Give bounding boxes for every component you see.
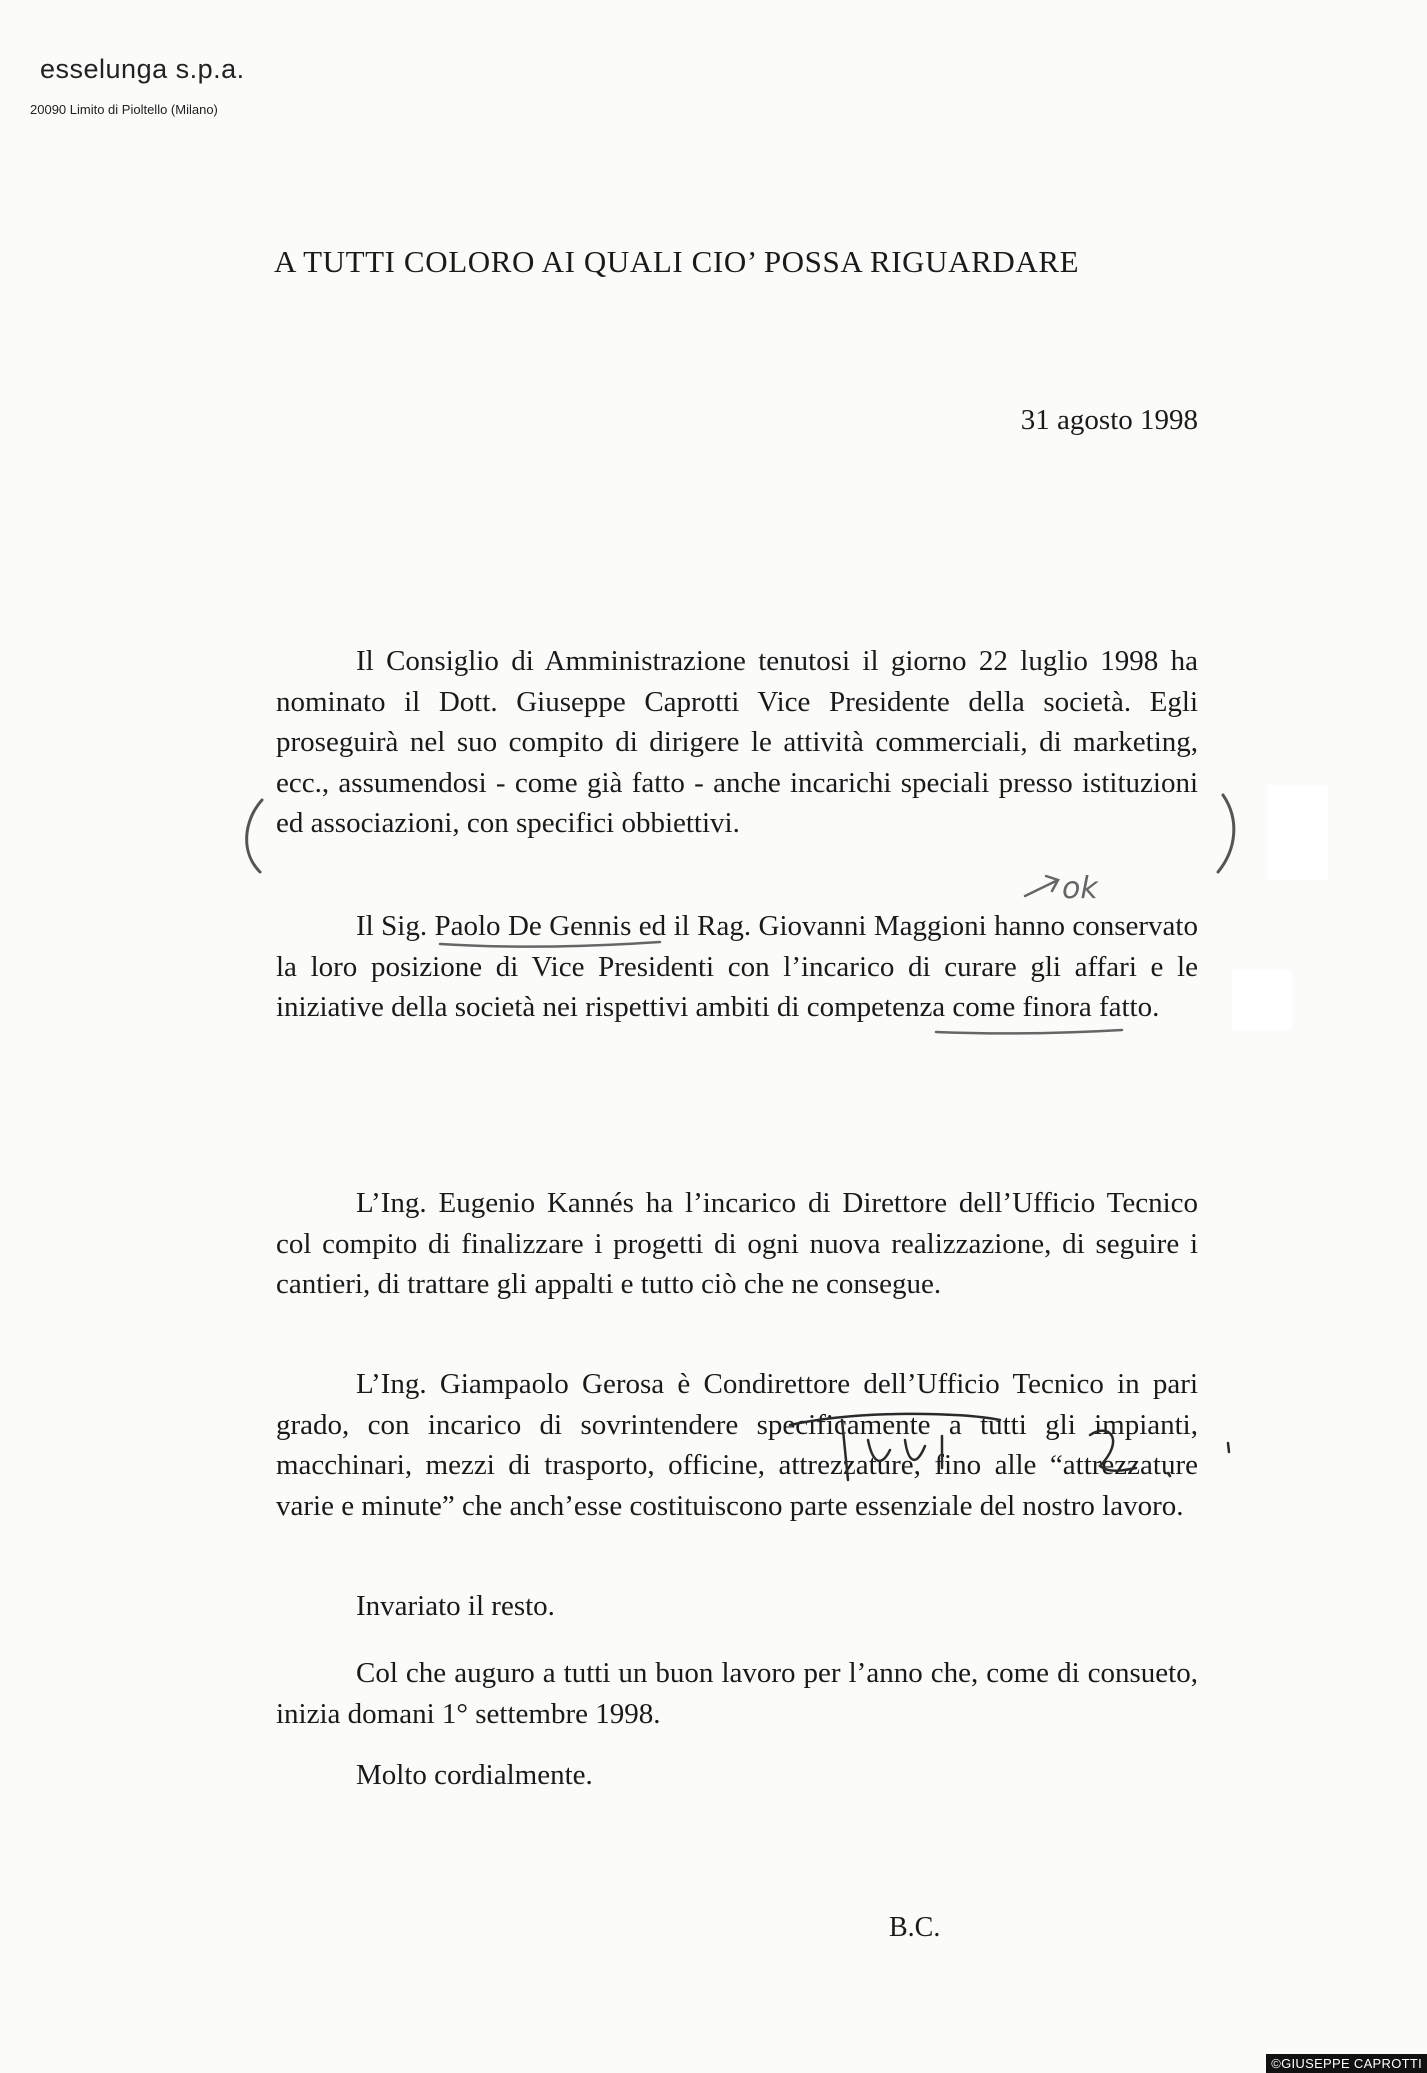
letterhead-address: 20090 Limito di Pioltello (Milano) [30,102,218,117]
underline-phrase-mark [936,1030,1122,1033]
right-bracket-mark [1218,795,1234,872]
signature-initials: B.C. [889,1912,941,1943]
handwritten-ok-note: ok [1062,871,1098,906]
paragraph-technical-director: L’Ing. Eugenio Kannés ha l’incarico di Direttore dell’Ufficio Tecnico col compito di finalizzare i progetti di ogni nuova realizzazione, di seguire i cantieri, di trattare gli appalti e tutto ciò che ne consegue. [276,1187,1198,1300]
paragraph-technical-codirector: L’Ing. Giampaolo Gerosa è Condirettore dell’Ufficio Tecnico in pari grado, con incarico di sovrintendere specificamente a tutti gli impianti, macchinari, mezzi di trasporto, officine, attrezzature, fino alle “attrezzature varie e minute” che anch’esse costituiscono parte essenziale del nostro lavoro. [276,1368,1198,1522]
paragraph-vice-presidents: Il Sig. Paolo De Gennis ed il Rag. Giovanni Maggioni hanno conservato la loro posizione di Vice Presidenti con l’incarico di curare gli affari e le iniziative della società nei rispettivi ambiti di competenza come finora fatto. [276,910,1198,1023]
letter-date: 31 agosto 1998 [1020,404,1198,436]
paragraph-good-wishes: Col che auguro a tutti un buon lavoro per l’anno che, come di consueto, inizia domani 1° settembre 1998. [276,1657,1198,1730]
letter-heading: A TUTTI COLORO AI QUALI CIO’ POSSA RIGUARDARE [274,244,1080,279]
paragraph-closing: Molto cordialmente. [356,1759,593,1791]
margin-erasure-mark [1268,785,1328,880]
ok-arrow-mark [1025,876,1058,896]
margin-erasure-mark [1232,970,1292,1030]
letterhead-company: esselunga s.p.a. [40,54,245,84]
copyright-watermark: ©GIUSEPPE CAPROTTI [1266,2054,1427,2073]
paragraph-board-meeting: Il Consiglio di Amministrazione tenutosi il giorno 22 luglio 1998 ha nominato il Dott. Giuseppe Caprotti Vice Presidente della società. Egli proseguirà nel suo compito di dirigere le attività commerciali, di marketing, ecc., assumendosi - come già fatto - anche incarichi speciali presso istituzioni ed associazioni, con specifici obbiettivi. [276,645,1198,839]
left-bracket-mark [247,800,262,872]
paragraph-unchanged: Invariato il resto. [356,1590,555,1622]
